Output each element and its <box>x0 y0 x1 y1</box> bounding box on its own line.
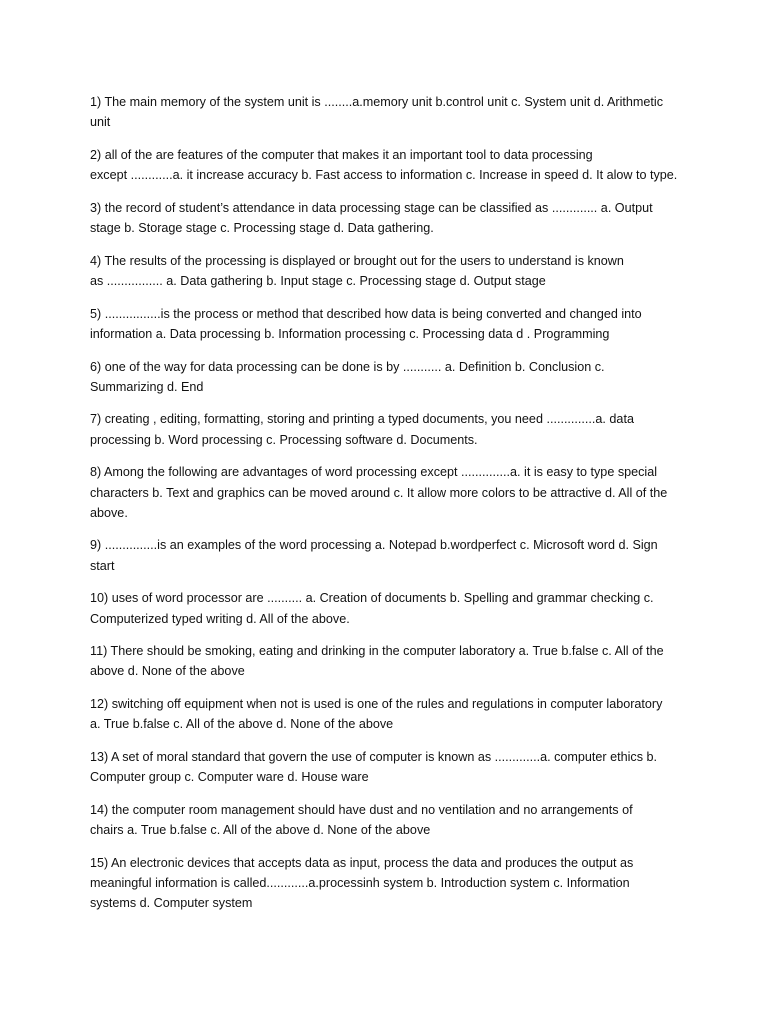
question-9: 9) ...............is an examples of the word processing a. Notepad b.wordperfect c. Microsoft word d. Sign start <box>90 538 658 573</box>
question-8: 8) Among the following are advantages of word processing except ..............a. it is easy to type special characters b. Text and graphics can be moved around c. It allow more colors to be attractive d. All of the above. <box>90 465 668 520</box>
question-4: 4) The results of the processing is displayed or brought out for the users to understand is known as ................ a. Data gathering b. Input stage c. Processing stage d. Output stage <box>90 253 624 288</box>
question-7: 7) creating , editing, formatting, storing and printing a typed documents, you need ..............a. data processing b. Word processing c. Processing software d. Documents. <box>90 412 634 447</box>
question-11: 11) There should be smoking, eating and drinking in the computer laboratory a. True b.false c. All of the above d. None of the above <box>90 644 664 679</box>
question-10: 10) uses of word processor are .......... a. Creation of documents b. Spelling and grammar checking c. Computerized typed writing d. All of the above. <box>90 591 654 626</box>
question-13: 13) A set of moral standard that govern the use of computer is known as .............a. computer ethics b. Computer group c. Computer ware d. House ware <box>90 750 658 785</box>
question-6: 6) one of the way for data processing can be done is by ........... a. Definition b. Conclusion c. Summarizing d. End <box>90 359 605 394</box>
question-5: 5) ................is the process or method that described how data is being converted and changed into information a. Data processing b. Information processing c. Processing data d . Programming <box>90 306 642 341</box>
question-14: 14) the computer room management should have dust and no ventilation and no arrangements of chairs a. True b.false c. All of the above d. None of the above <box>90 802 633 838</box>
question-12: 12) switching off equipment when not is used is one of the rules and regulations in computer laboratory a. True b.false c. All of the above d. None of the above <box>90 697 663 732</box>
question-15: 15) An electronic devices that accepts data as input, process the data and produces the output as meaningful information is called............a.processinh system b. Introduction system c. Information systems d. Computer system <box>90 855 634 911</box>
question-2: 2) all of the are features of the computer that makes it an important tool to data processing except ............a. it increase accuracy b. Fast access to information c. Increase in speed d. It alow to type. <box>90 147 678 183</box>
question-3: 3) the record of student’s attendance in data processing stage can be classified as ............. a. Output stage b. Storage stage c. Processing stage d. Data gathering. <box>90 200 653 236</box>
question-1: 1) The main memory of the system unit is ........a.memory unit b.control unit c. System unit d. Arithmetic unit <box>90 95 663 130</box>
question-list <box>90 92 682 926</box>
